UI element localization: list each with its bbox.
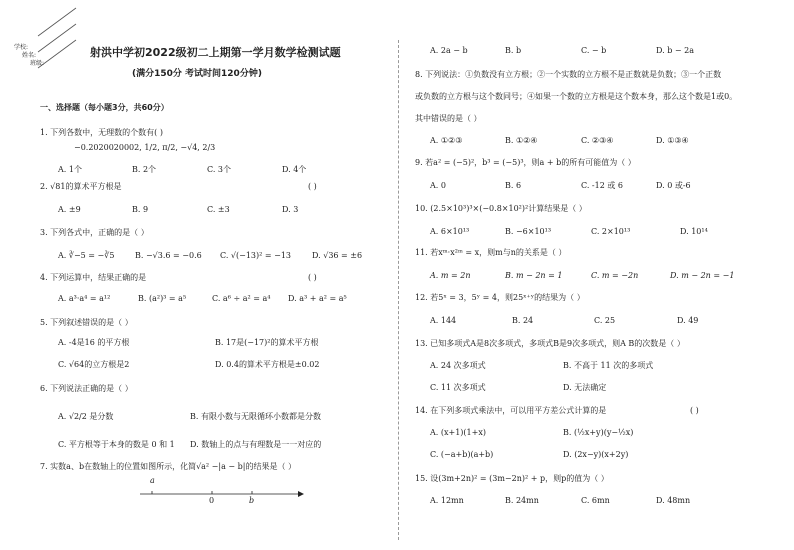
question-14-paren: ( ) xyxy=(690,406,699,415)
q5-option-d[interactable]: D. 0.4的算术平方根是±0.02 xyxy=(215,360,320,369)
q11-option-d[interactable]: D. m − 2n = −1 xyxy=(670,271,735,280)
q13-option-d[interactable]: D. 无法确定 xyxy=(563,383,607,392)
question-15: 15. 设(3m+2n)² = (3m−2n)² + p，则p的值为（ ） xyxy=(415,474,609,483)
question-2: 2. √81的算术平方根是 xyxy=(40,182,122,191)
q9-option-d[interactable]: D. 0 或-6 xyxy=(656,181,691,190)
question-6: 6. 下列说法正确的是（ ） xyxy=(40,384,133,393)
q3-option-b[interactable]: B. −√3.6 = −0.6 xyxy=(135,251,202,260)
q11-option-b[interactable]: B. m − 2n = 1 xyxy=(505,271,563,280)
q11-option-c[interactable]: C. m = −2n xyxy=(591,271,639,280)
q15-option-d[interactable]: D. 48mn xyxy=(656,496,691,505)
school-label: 学校: xyxy=(14,44,29,51)
page-subtitle: (满分150分 考试时间120分钟) xyxy=(132,69,262,79)
q2-option-b[interactable]: B. 9 xyxy=(132,205,149,214)
q1-option-c[interactable]: C. 3个 xyxy=(207,165,232,174)
question-2-paren: ( ) xyxy=(308,182,317,191)
q13-option-c[interactable]: C. 11 次多项式 xyxy=(430,383,486,392)
number-line-figure xyxy=(130,484,310,514)
q3-option-c[interactable]: C. √(−13)² = −13 xyxy=(220,251,292,260)
class-label: 班级: xyxy=(30,60,45,67)
q6-option-d[interactable]: D. 数轴上的点与有理数是一一对应的 xyxy=(190,440,322,449)
q15-option-a[interactable]: A. 12mn xyxy=(430,496,464,505)
q11-option-a[interactable]: A. m = 2n xyxy=(430,271,471,280)
question-8-line-1: 8. 下列说法：①负数没有立方根；②一个实数的立方根不是正数就是负数；③一个正数 xyxy=(415,70,722,79)
q13-option-a[interactable]: A. 24 次多项式 xyxy=(430,361,486,370)
q6-option-b[interactable]: B. 有限小数与无限循环小数都是分数 xyxy=(190,412,321,421)
question-14: 14. 在下列多项式乘法中，可以用平方差公式计算的是 xyxy=(415,406,607,415)
page-title: 射洪中学初2022级初二上期第一学月数学检测试题 xyxy=(90,46,341,59)
q8-option-b[interactable]: B. ①②④ xyxy=(505,136,538,145)
q7-option-a[interactable]: A. 2a − b xyxy=(430,46,468,55)
q9-option-b[interactable]: B. 6 xyxy=(505,181,522,190)
axis-label-0: 0 xyxy=(209,496,215,505)
question-12: 12. 若5ˣ = 3，5ʸ = 4，则25ˣ⁺ʸ的结果为（ ） xyxy=(415,293,585,302)
q8-option-c[interactable]: C. ②③④ xyxy=(581,136,614,145)
section-heading: 一、选择题（每小题3分，共60分） xyxy=(40,103,169,112)
q4-option-c[interactable]: C. a⁶ ÷ a² = a⁴ xyxy=(212,294,271,303)
q14-option-d[interactable]: D. (2x−y)(x+2y) xyxy=(563,450,629,459)
question-3: 3. 下列各式中，正确的是（ ） xyxy=(40,228,149,237)
q10-option-a[interactable]: A. 6×10¹³ xyxy=(430,227,470,236)
question-4-paren: ( ) xyxy=(308,273,317,282)
q2-option-a[interactable]: A. ±9 xyxy=(58,205,81,214)
axis-label-a: a xyxy=(150,476,155,485)
q5-option-b[interactable]: B. 17是(−17)²的算术平方根 xyxy=(215,338,319,347)
question-1-numbers: −0.2020020002, 1/2, π/2, −√4, 2/3 xyxy=(74,143,216,152)
question-5: 5. 下列叙述错误的是（ ） xyxy=(40,318,133,327)
question-8-line-2: 或负数的立方根与这个数同号；④如果一个数的立方根是这个数本身，那么这个数是1或0。 xyxy=(415,92,738,101)
question-13: 13. 已知多项式A是8次多项式，多项式B是9次多项式，则A B的次数是（ ） xyxy=(415,339,685,348)
q7-option-c[interactable]: C. − b xyxy=(581,46,607,55)
q5-option-c[interactable]: C. √64的立方根是2 xyxy=(58,360,130,369)
q8-option-a[interactable]: A. ①②③ xyxy=(430,136,463,145)
q12-option-d[interactable]: D. 49 xyxy=(677,316,699,325)
column-divider xyxy=(398,40,400,540)
q7-option-b[interactable]: B. b xyxy=(505,46,522,55)
question-8-line-3: 其中错误的是（ ） xyxy=(415,114,482,123)
q10-option-b[interactable]: B. −6×10¹³ xyxy=(505,227,552,236)
q4-option-d[interactable]: D. a³ + a² = a⁵ xyxy=(288,294,347,303)
question-7: 7. 实数a、b在数轴上的位置如图所示，化简√a² −|a − b|的结果是（ ） xyxy=(40,462,296,471)
question-10: 10. (2.5×10³)³×(−0.8×10²)²计算结果是（ ） xyxy=(415,204,587,213)
q14-option-c[interactable]: C. (−a+b)(a+b) xyxy=(430,450,494,459)
q12-option-c[interactable]: C. 25 xyxy=(594,316,616,325)
q4-option-a[interactable]: A. a³·a⁴ = a¹² xyxy=(58,294,111,303)
q15-option-c[interactable]: C. 6mn xyxy=(581,496,610,505)
q9-option-a[interactable]: A. 0 xyxy=(430,181,446,190)
q15-option-b[interactable]: B. 24mn xyxy=(505,496,539,505)
q12-option-b[interactable]: B. 24 xyxy=(512,316,534,325)
q3-option-d[interactable]: D. √36 = ±6 xyxy=(312,251,363,260)
axis-label-b: b xyxy=(249,496,255,505)
q6-option-c[interactable]: C. 平方根等于本身的数是 0 和 1 xyxy=(58,440,175,449)
q3-option-a[interactable]: A. ∛−5 = −∛5 xyxy=(58,251,115,260)
q9-option-c[interactable]: C. -12 或 6 xyxy=(581,181,623,190)
q1-option-a[interactable]: A. 1个 xyxy=(58,165,82,174)
q1-option-d[interactable]: D. 4个 xyxy=(282,165,307,174)
name-label: 姓名: xyxy=(22,52,37,59)
q12-option-a[interactable]: A. 144 xyxy=(430,316,457,325)
question-9: 9. 若a² = (−5)²，b³ = (−5)³，则a + b的所有可能值为（ ） xyxy=(415,158,636,167)
question-11: 11. 若xᵐ·x²ᵐ = x，则m与n的关系是（ ） xyxy=(415,248,567,257)
question-4: 4. 下列运算中，结果正确的是 xyxy=(40,273,147,282)
q7-option-d[interactable]: D. b − 2a xyxy=(656,46,694,55)
q4-option-b[interactable]: B. (a²)³ = a⁵ xyxy=(138,294,187,303)
question-1: 1. 下列各数中，无理数的个数有( ) xyxy=(40,128,163,137)
q6-option-a[interactable]: A. √2/2 是分数 xyxy=(58,412,114,421)
q2-option-d[interactable]: D. 3 xyxy=(282,205,299,214)
q10-option-d[interactable]: D. 10¹⁴ xyxy=(680,227,708,236)
header-slash-lines xyxy=(0,0,90,80)
q13-option-b[interactable]: B. 不高于 11 次的多项式 xyxy=(563,361,654,370)
q14-option-a[interactable]: A. (x+1)(1+x) xyxy=(430,428,486,437)
q5-option-a[interactable]: A. -4是16 的平方根 xyxy=(58,338,130,347)
q10-option-c[interactable]: C. 2×10¹³ xyxy=(591,227,631,236)
q2-option-c[interactable]: C. ±3 xyxy=(207,205,230,214)
q14-option-b[interactable]: B. (½x+y)(y−½x) xyxy=(563,428,634,437)
q8-option-d[interactable]: D. ①③④ xyxy=(656,136,689,145)
q1-option-b[interactable]: B. 2个 xyxy=(132,165,157,174)
